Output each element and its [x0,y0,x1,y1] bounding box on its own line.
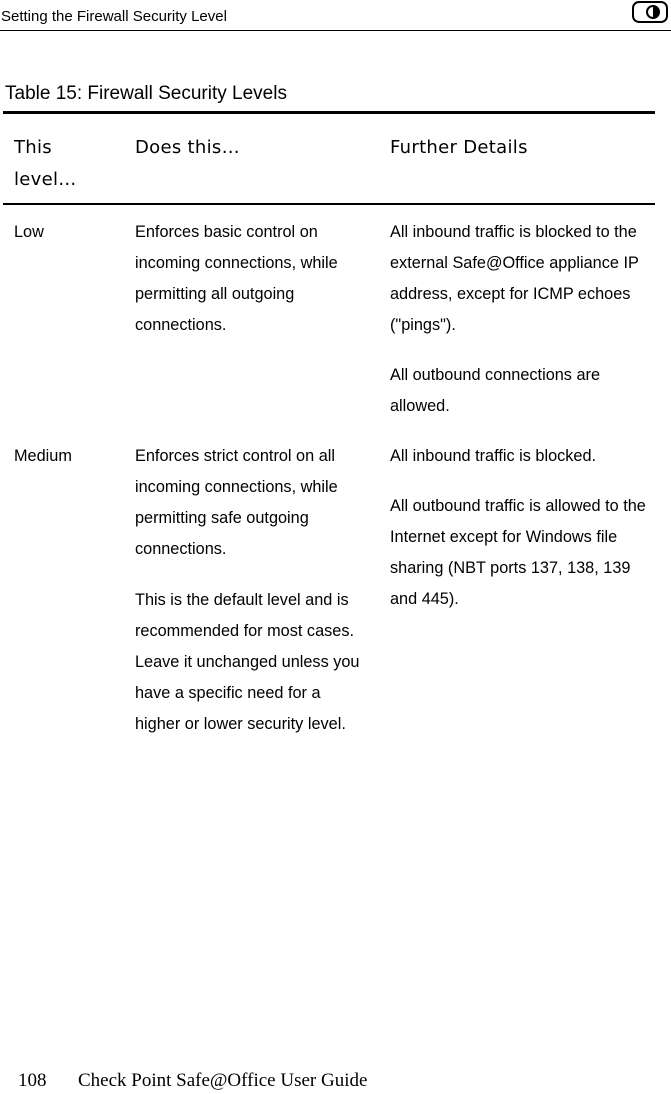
safe-at-office-logo-icon [632,1,668,23]
row-medium-details-2 [390,491,650,615]
row-low-does-this [135,217,360,341]
medium-details-outbound: All outbound traffic is allowed to the Internet except for Windows file sharing (NBT ports 137, 138, 139 and 445). [390,497,646,608]
medium-default-level-note: This is the default level and is recommended for most cases. Leave it unchanged unless you have a specific need for a higher or lower security level. [135,591,360,733]
row-medium-details [390,441,650,472]
row-low-details [390,217,650,341]
low-does-this-paragraph: Enforces basic control on incoming connections, while permitting all outgoing connections. [135,223,338,334]
page-footer [18,1069,367,1093]
row-low-details-2 [390,360,650,422]
row-medium-does-this-2 [135,585,360,740]
low-details-outbound: All outbound connections are allowed. [390,366,600,415]
table-header-rule [3,203,655,205]
table-caption: Table 15: Firewall Security Levels [5,83,287,104]
row-medium-does-this [135,441,360,565]
medium-does-this-paragraph: Enforces strict control on all incoming connections, while permitting safe outgoing connections. [135,447,338,558]
table-top-rule [3,111,655,114]
low-details-inbound: All inbound traffic is blocked to the external Safe@Office appliance IP address, except for ICMP echoes ("pings"). [390,223,639,334]
guide-title: Check Point Safe@Office User Guide [78,1070,368,1091]
row-level-low: Low [14,223,44,241]
header-title: Setting the Firewall Security Level [1,8,227,25]
page-header [0,0,671,31]
column-header-does-this: Does this… [135,137,240,158]
page-number: 108 [18,1070,47,1091]
row-level-medium: Medium [14,447,72,465]
medium-details-inbound: All inbound traffic is blocked. [390,447,597,465]
column-header-further-details: Further Details [390,137,528,158]
column-header-level: This level… [14,137,77,190]
